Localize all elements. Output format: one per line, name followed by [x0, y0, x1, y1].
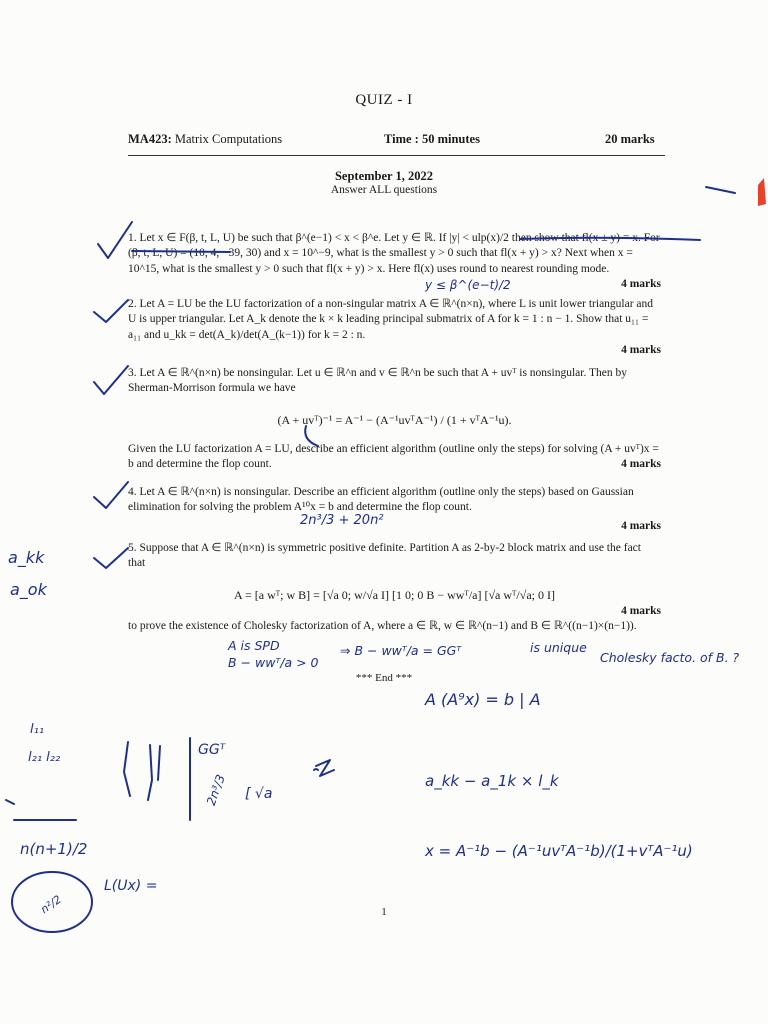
- course-code: MA423:: [128, 132, 172, 146]
- question-text: Let A ∈ ℝ^(n×n) be nonsingular. Let u ∈ ℝ^n and v ∈ ℝ^n be such that A + uvᵀ is nonsingular. Then by Sherman-Morrison formula we have: [128, 367, 628, 395]
- bracket-mark: [148, 745, 152, 800]
- hw-sqrta: [ √a: [245, 786, 273, 802]
- question-3: [128, 366, 661, 487]
- quiz-title: QUIZ - I: [355, 92, 413, 108]
- checkmark-icon: [98, 222, 132, 258]
- dot-mark: [314, 769, 318, 770]
- question-text: Let A ∈ ℝ^(n×n) is nonsingular. Describe an efficient algorithm (outline only the steps) based on Gaussian elimination for solving the problem A¹⁰x = b and determine the flop count.: [128, 486, 634, 514]
- quiz-date: September 1, 2022: [334, 169, 434, 183]
- question-number: 5.: [128, 542, 137, 554]
- hw-chol-2: is unique: [530, 640, 587, 655]
- question-text: Let x ∈ F(β, t, L, U) be such that β^(e−1) < x < β^e. Let y ∈ ℝ. If |y| < ulp(x)/2 then show that fl(x ± y) = x. For (β, t, L, U) = (10, 4, −39, 30) and x = 10^−9, what is the smallest y > 0 such that fl(x + y) > x? Next when x = 10^15, what is the smallest y > 0 such that fl(x + y) > x. Here fl(x) uses round to nearest rounding mode.: [128, 232, 660, 275]
- question-text-continued: Given the LU factorization A = LU, describe an efficient algorithm (outline only the steps) for solving (A + uvᵀ)x = b and determine the flop count.: [128, 442, 659, 471]
- question-marks: 4 marks: [621, 277, 661, 290]
- question-1: [128, 231, 661, 292]
- checkmark-icon: [94, 366, 128, 394]
- question-5: [128, 541, 661, 649]
- page-number: 1: [381, 906, 387, 918]
- course-name: Matrix Computations: [174, 132, 283, 146]
- hw-lux: L(Ux) =: [104, 878, 158, 894]
- hw-spd-2: B − wwᵀ/a > 0: [228, 655, 319, 670]
- hw-q1-note: y ≤ β^(e−t)/2: [425, 278, 511, 292]
- block-factorization-formula: A = [a wᵀ; w B] = [√a 0; w/√a I] [1 0; 0 B − wwᵀ/a] [√a wᵀ/√a; 0 I]: [234, 587, 555, 602]
- hw-l11: l₁₁: [30, 722, 45, 737]
- hw-l21: l₂₁ l₂₂: [28, 750, 61, 765]
- sherman-morrison-formula: (A + uvᵀ)⁻¹ = A⁻¹ − (A⁻¹uvᵀA⁻¹) / (1 + vᵀA⁻¹u).: [277, 412, 512, 427]
- question-number: 4.: [128, 486, 137, 498]
- question-text-continued: to prove the existence of Cholesky factorization of A, where a ∈ ℝ, w ∈ ℝ^(n−1) and B ∈ ℝ^((n−1)×(n−1)).: [128, 619, 637, 632]
- scribble-mark: [316, 760, 334, 776]
- instructions: Answer ALL questions: [330, 184, 438, 196]
- hw-frac-2n3: 2n³/3: [203, 772, 228, 808]
- hw-margin-akk: a_kk: [8, 548, 45, 567]
- arrow-mark: [6, 800, 14, 804]
- question-text: Suppose that A ∈ ℝ^(n×n) is symmetric positive definite. Partition A as 2-by-2 block matrix and use the fact that: [128, 542, 641, 570]
- hw-nsum: n(n+1)/2: [20, 840, 88, 858]
- hw-akk-minus: a_kk − a_1k × l_k: [425, 772, 559, 790]
- end-marker: *** End ***: [355, 672, 413, 684]
- hw-n2: n²/2: [38, 892, 64, 917]
- question-marks: 4 marks: [621, 605, 661, 618]
- question-marks: 4 marks: [621, 519, 661, 532]
- question-marks: 4 marks: [621, 343, 661, 356]
- course-label: [128, 132, 282, 147]
- question-number: 2.: [128, 298, 137, 310]
- checkmark-icon: [94, 482, 128, 508]
- hw-a10: A (A⁹x) = b | A: [425, 690, 541, 709]
- question-4: [128, 485, 661, 531]
- hw-x-solution: x = A⁻¹b − (A⁻¹uvᵀA⁻¹b)/(1+vᵀA⁻¹u): [425, 842, 693, 860]
- hw-chol-3: Cholesky facto. of B. ?: [600, 650, 740, 665]
- hw-chol-1: ⇒ B − wwᵀ/a = GGᵀ: [340, 643, 462, 658]
- hw-spd-1: A is SPD: [228, 638, 280, 653]
- hw-margin-aok: a_ok: [10, 580, 47, 599]
- hw-q4-flops: 2n³/3 + 20n²: [300, 513, 384, 528]
- question-marks: 4 marks: [621, 458, 661, 471]
- question-text: Let A = LU be the LU factorization of a non-singular matrix A ∈ ℝ^(n×n), where L is unit lower triangular and U is upper triangular. Let A_k denote the k × k leading principal submatrix of A for k = 1 : n − 1. Show that u₁₁ = a₁₁ and u_kk = det(A_k)/det(A_(k−1)) for k = 2 : n.: [128, 298, 654, 341]
- checkmark-icon: [94, 548, 128, 568]
- bracket-mark: [124, 742, 130, 796]
- bracket-mark: [158, 746, 160, 780]
- hw-ggt: GGᵀ: [198, 742, 226, 758]
- header-rule: [128, 155, 665, 156]
- question-2: [128, 297, 661, 358]
- question-number: 3.: [128, 367, 137, 379]
- question-number: 1.: [128, 232, 137, 244]
- time-label: Time : 50 minutes: [384, 132, 480, 146]
- checkmark-icon: [94, 300, 128, 322]
- total-marks: 20 marks: [605, 132, 655, 146]
